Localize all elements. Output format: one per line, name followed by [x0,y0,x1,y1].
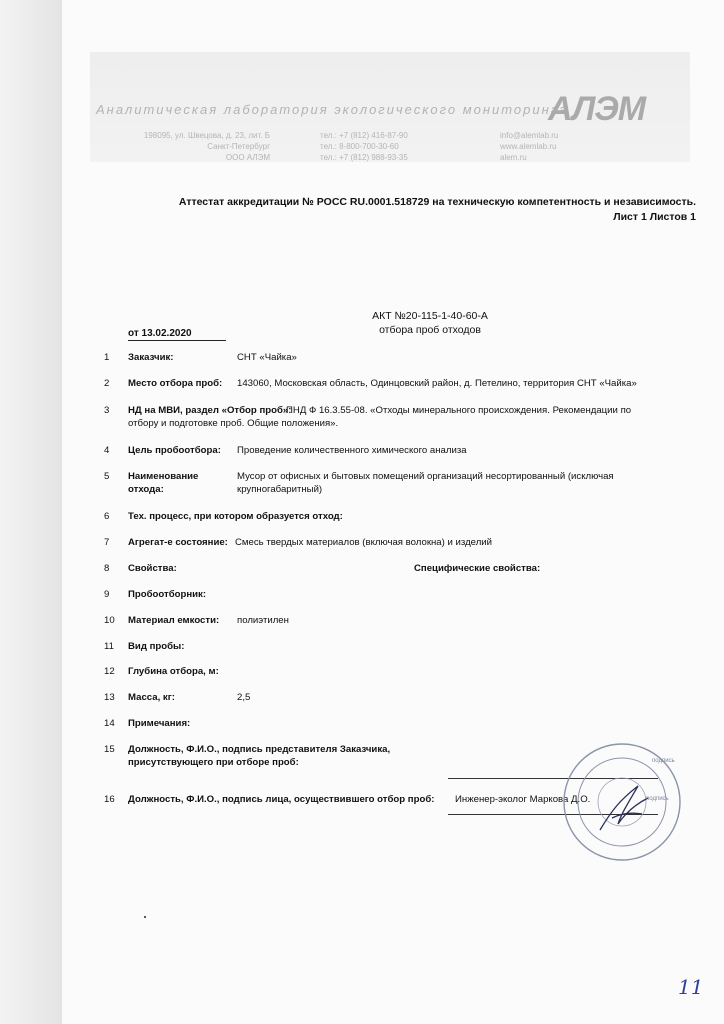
row-number: 5 [104,471,110,482]
row-number: 10 [104,615,115,626]
field-label: Цель пробоотбора: [128,445,221,456]
field-value-cont: крупногабаритный) [237,484,323,495]
field-label: Пробоотборник: [128,589,207,600]
field-value: 143060, Московская область, Одинцовский район, д. Петелино, территория СНТ «Чайка» [237,378,637,389]
phone-line: тел.: +7 (812) 988-93-35 [320,153,408,162]
field-label-cont: отхода: [128,484,164,495]
sampler-name: Инженер-эколог Маркова Д.О. [455,794,591,805]
web-line: www.alemlab.ru [500,142,557,151]
field-label: Наименование [128,471,199,482]
phone-line: тел.: +7 (812) 416-87-90 [320,131,408,140]
field-label: Агрегат-е состояние: [128,537,228,548]
row-number: 9 [104,589,110,600]
field-value-cont: отбору и подготовке проб. Общие положения». [128,418,339,429]
field-label: Тех. процесс, при котором образуется отход: [128,511,343,522]
scan-speck [144,916,146,918]
row-number: 13 [104,692,115,703]
web-line: info@alemlab.ru [500,131,559,140]
field-label: Свойства: [128,563,177,574]
web-block [500,130,558,163]
field-label: Масса, кг: [128,692,175,703]
row-number: 15 [104,744,115,755]
lab-name: Аналитическая лаборатория экологического мониторинга [96,102,569,117]
field-label: Вид пробы: [128,641,185,652]
row-number: 7 [104,537,110,548]
field-label: Место отбора проб: [128,378,223,389]
field-label: Заказчик: [128,352,174,363]
address-line: Санкт-Петербург [207,142,270,151]
row-number: 3 [104,405,110,416]
scan-margin [0,0,62,1024]
accreditation-line: Аттестат аккредитации № РОСС RU.0001.518729 на техническую компетентность и независимость. [178,196,696,208]
signature-caption: подпись [652,758,675,764]
letterhead [90,52,690,162]
field-value: полиэтилен [237,615,289,626]
field-label: Примечания: [128,718,191,729]
field-value: 2,5 [237,692,251,703]
field-label-cont: присутствующего при отборе проб: [128,757,299,768]
act-heading [300,309,560,337]
specific-properties-label: Специфические свойства: [414,563,541,574]
row-number: 6 [104,511,110,522]
page-number: 11 [678,975,704,999]
address-block [110,130,270,163]
row-number: 2 [104,378,110,389]
field-value: Проведение количественного химического анализа [237,445,467,456]
phone-block [320,130,408,163]
field-label: Должность, Ф.И.О., подпись лица, осуществившего отбор проб: [128,794,435,805]
row-number: 16 [104,794,115,805]
web-line: alem.ru [500,153,527,162]
address-line: ООО АЛЭМ [225,153,270,162]
act-subtitle: отбора проб отходов [379,324,481,336]
row-number: 12 [104,666,115,677]
row-number: 1 [104,352,110,363]
row-number: 14 [104,718,115,729]
field-label: Материал емкости: [128,615,220,626]
accreditation-block [179,195,696,225]
act-number: АКТ №20-115-1-40-60-А [372,310,488,322]
row-number: 4 [104,445,110,456]
lab-logo: АЛЭМ [548,90,646,128]
act-date: от 13.02.2020 [128,328,192,339]
field-value: Мусор от офисных и бытовых помещений организаций несортированный (исключая [237,471,614,482]
signature-caption: подпись [646,796,669,802]
field-value: СНТ «Чайка» [237,352,297,363]
field-value: Смесь твердых материалов (включая волокна) и изделий [235,537,493,548]
sheet-count: Лист 1 Листов 1 [613,211,696,223]
seal-stamp [560,740,685,865]
field-value: ПНД Ф 16.3.55-08. «Отходы минерального происхождения. Рекомендации по [286,405,632,416]
row-number: 8 [104,563,110,574]
field-label: Должность, Ф.И.О., подпись представителя Заказчика, [128,744,391,755]
address-line: 198095, ул. Швецова, д. 23, лит. Б [143,131,270,140]
date-underline [128,340,226,341]
field-label: НД на МВИ, раздел «Отбор проб»: [128,405,292,416]
field-label: Глубина отбора, м: [128,666,219,677]
phone-line: тел.: 8-800-700-30-60 [320,142,399,151]
row-number: 11 [104,641,114,652]
